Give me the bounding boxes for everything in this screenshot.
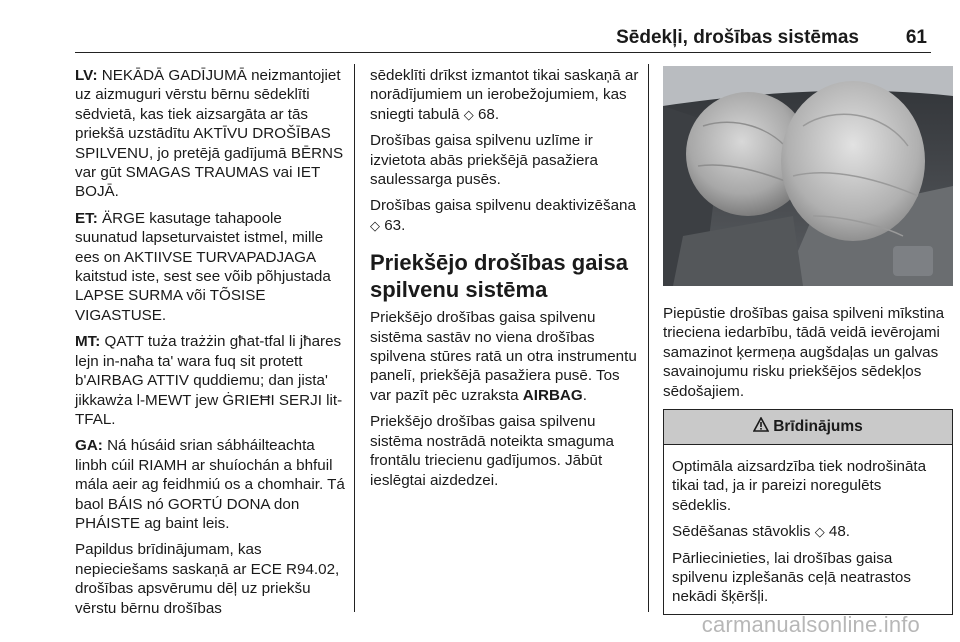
p4-end: .: [582, 386, 587, 404]
p1-text: sēdeklīti drīkst izmantot tikai saskaņā ar norādījumiem un ierobežojumiem, kas sniegti tabulā: [370, 67, 639, 123]
trigger-paragraph: Priekšējo drošības gaisa spilvenu sistēma nostrādā noteikta smaguma frontālu triecienu gadījumos. Jābūt ieslēgtai aizdedzei.: [370, 413, 614, 489]
ga-text: Ná húsáid srian sábháilteachta linbh cúil RIAMH ar shuíochán a bhfuil mála aeir ag feidhmiú os a chomhair. Tá baol BÁIS nó GORTÚ DONA don PHÁISTE ag baint leis.: [75, 437, 345, 532]
warning-et: [75, 209, 345, 325]
warning-paragraph-2: [672, 522, 944, 541]
warning-body: [664, 445, 952, 607]
page-ref-arrow-icon: ◇: [463, 106, 474, 122]
papildus-paragraph: Papildus brīdinājumam, kas nepieciešams saskaņā ar ECE R94.02, drošības apsvērumu dēļ uz priekšu vērstu bērnu drošības: [75, 541, 340, 617]
warning-p2-ref[interactable]: 48.: [824, 523, 851, 541]
p3-ref[interactable]: 63.: [380, 216, 406, 234]
deactivation-paragraph: [370, 196, 640, 235]
warning-mt: [75, 332, 345, 429]
warning-paragraph-3: Pārliecinieties, lai drošības gaisa spilvenu izplešanās ceļā neatrastos nekādi šķēršļi.: [672, 549, 911, 606]
page-ref-arrow-icon: ◇: [370, 217, 380, 233]
page-ref-arrow-icon: ◇: [814, 524, 825, 540]
lv-text: NEKĀDĀ GADĪJUMĀ neizmantojiet uz aizmuguri vērstu bērnu sēdeklīti sēdvietā, kas tiek aizsargāta ar tās priekšā uzstādītu AKTĪVU DROŠĪBAS SPILVENU, jo pretējā gadījumā BĒRNS var gūt SMAGAS TRAUMAS vai IET BOJĀ.: [75, 67, 344, 201]
column-3: [663, 66, 953, 615]
table-reference-paragraph: [370, 66, 640, 124]
photo-caption: Piepūstie drošības gaisa spilveni mīkstina trieciena iedarbību, tādā veidā ievērojami samazinot ķermeņa augšdaļas un galvas savainojumu risku priekšējos sēdekļos sēdošajiem.: [663, 305, 945, 400]
page-header: [75, 26, 931, 53]
mt-text: QATT tuża trażżin għat-tfal li jħares lejn in-naħa ta' wara fuq sit protett b'AIRBAG ATTIV quddiemu; dan jista' jikkawża l-MEWT jew ĠRIEĦI SERJI lit-TFAL.: [75, 333, 343, 428]
warning-box: [663, 409, 953, 615]
warning-p2-text: Sēdēšanas stāvoklis: [672, 523, 811, 541]
warning-ga: [75, 436, 345, 533]
lang-code-lv: LV:: [75, 67, 98, 84]
et-text: ÄRGE kasutage tahapoole suunatud lapseturvaistet istmel, mille ees on AKTIIVSE TURVAPADJAGA kaitstud iste, sest see võib põhjustada LAPSE SURMA või TÕSISE VIGASTUSE.: [75, 209, 331, 324]
column-divider-1: [354, 64, 355, 612]
page-number: 61: [905, 27, 927, 48]
warning-title: Brīdinājums: [773, 418, 863, 436]
warning-paragraph-1: Optimāla aizsardzība tiek nodrošināta tikai tad, ja ir pareizi noregulēts sēdeklis.: [672, 458, 927, 514]
lang-code-et: ET:: [75, 209, 98, 227]
p1-ref[interactable]: 68.: [473, 105, 500, 123]
lang-code-ga: GA:: [75, 437, 103, 455]
label-location-paragraph: Drošības gaisa spilvenu uzlīme ir izvietota abās priekšējā pasažiera saulessarga pusēs.: [370, 132, 598, 189]
header-title: Sēdekļi, drošības sistēmas: [616, 27, 859, 48]
warning-lv: [75, 66, 345, 202]
section-title: Priekšējo drošības gaisa spilvenu sistēma: [370, 250, 629, 303]
column-divider-2: [648, 64, 649, 612]
column-1: [75, 66, 345, 625]
warning-triangle-icon: [753, 417, 769, 437]
airbag-illustration-icon: [663, 66, 953, 286]
p3-text: Drošības gaisa spilvenu deaktivizēšana: [370, 197, 636, 215]
system-description-paragraph: [370, 308, 640, 405]
column-2: [370, 66, 640, 497]
p4-text: Priekšējo drošības gaisa spilvenu sistēma sastāv no viena drošības spilvena stūres ratā un otra instrumentu panelī, priekšējā pasažiera pusē. Tos var pazīt pēc uzraksta: [370, 309, 637, 404]
airbag-label: AIRBAG: [522, 386, 583, 404]
watermark: carmanualsonline.info: [701, 612, 920, 637]
airbag-photo: [663, 66, 953, 286]
lang-code-mt: MT:: [75, 333, 101, 351]
warning-header: [664, 410, 952, 445]
